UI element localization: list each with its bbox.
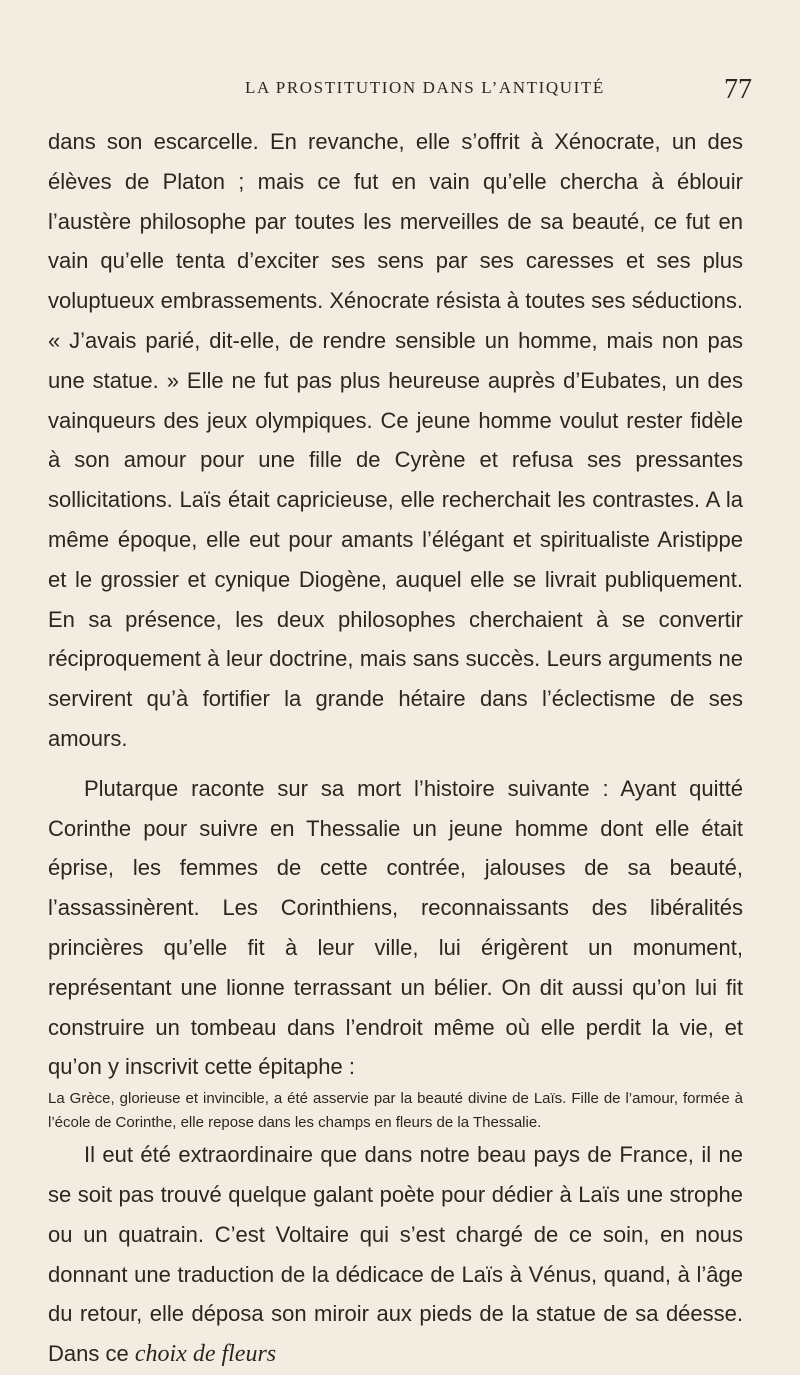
running-title: LA PROSTITUTION DANS L’ANTIQUITÉ (245, 78, 605, 97)
paragraph-3-text: Il eut été extraordinaire que dans notre beau pays de France, il ne se soit pas trouvé quelque galant poète pour dédier à Laïs une strophe ou un quatrain. C’est Voltaire qui s’est chargé de ce soin, en nous donnant une traduction de la dédicace de Laïs à Vénus, quand, à l’âge du retour, elle déposa son miroir aux pieds de la statue de sa déesse. Dans ce (48, 1142, 743, 1367)
italic-title: choix de fleurs (134, 1341, 277, 1368)
body-text (48, 122, 743, 1375)
paragraph-3 (48, 1135, 743, 1375)
epitaph: La Grèce, glorieuse et invincible, a été asservie par la beauté divine de Laïs. Fille de l’amour, formée à l’école de Corinthe, elle repose dans les champs en fleurs de la Thessalie. (48, 1090, 743, 1132)
page-number: 77 (724, 74, 752, 105)
paragraph-2: Plutarque raconte sur sa mort l’histoire suivante : Ayant quitté Corinthe pour suivre en Thessalie un jeune homme dont elle était éprise, les femmes de cette contrée, jalouses de sa beauté, l’assassinèrent. Les Corinthiens, reconnaissants des libéralités princières qu’elle fit à leur ville, lui érigèrent un monument, représentant une lionne terrassant un bélier. On dit aussi qu’on lui fit construire un tombeau dans l’endroit même où elle perdit la vie, et qu’on y inscrivit cette épitaphe : (48, 775, 743, 1080)
page-header (0, 74, 800, 114)
paragraph-1: dans son escarcelle. En revanche, elle s’offrit à Xénocrate, un des élèves de Platon ; mais ce fut en vain qu’elle chercha à éblouir l’austère philosophe par toutes les merveilles de sa beauté, ce fut en vain qu’elle tenta d’exciter ses sens par ses caresses et ses plus voluptueux embrassements. Xénocrate résista à toutes ses séductions. « J’avais parié, dit-elle, de rendre sensible un homme, mais non pas une statue. » Elle ne fut pas plus heureuse auprès d’Eubates, un des vainqueurs des jeux olympiques. Ce jeune homme voulut rester fidèle à son amour pour une fille de Cyrène et refusa ses pressantes sollicitations. Laïs était capricieuse, elle recherchait les contrastes. A la même époque, elle eut pour amants l’élégant et spiritualiste Aristippe et le grossier et cynique Diogène, auquel elle se livrait publiquement. En sa présence, les deux philosophes cherchaient à se convertir réciproquement à leur doctrine, mais sans succès. Leurs arguments ne servirent qu’à fortifier la grande hétaire dans l’éclectisme de ses amours. (48, 129, 743, 751)
